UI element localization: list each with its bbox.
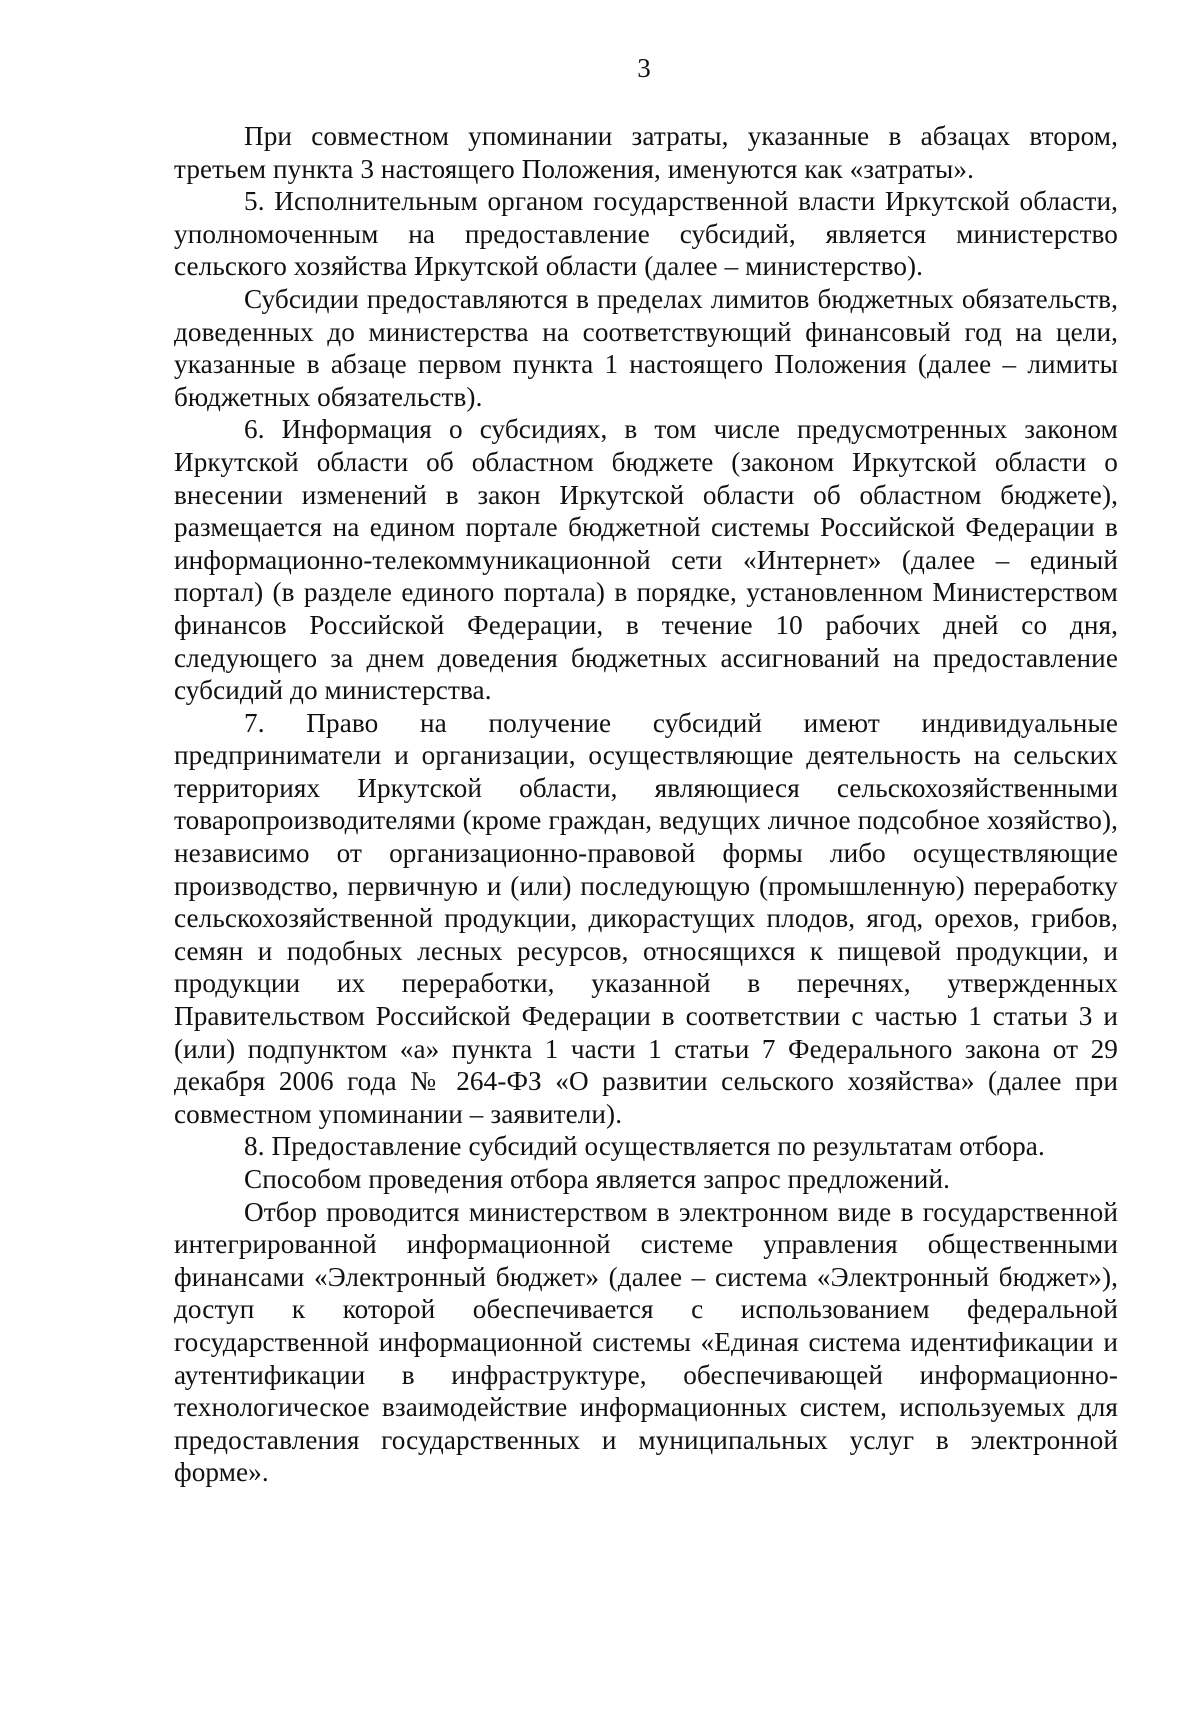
paragraph-item-8: 8. Предоставление субсидий осуществляется по результатам отбора.: [244, 1131, 1045, 1162]
paragraph-electronic-budget: Отбор проводится министерством в электронном виде в государственной интегрированной информационной системе управления общественными финансами «Электронный бюджет» (далее – система «Электронный бюджет»), доступ к которой обеспечивается с использованием федеральной государственной информационной системы «Единая система идентификации и аутентификации в инфраструктуре, обеспечивающей информационно-технологическое взаимодействие информационных систем, используемых для предоставления государственных и муниципальных услуг в электронной форме».: [174, 1196, 1118, 1488]
paragraph-item-5: 5. Исполнительным органом государственной власти Иркутской области, уполномоченным на предоставление субсидий, является министерство сельского хозяйства Иркутской области (далее – министерство).: [174, 186, 1118, 282]
paragraph-costs-definition: При совместном упоминании затраты, указанные в абзацах втором, третьем пункта 3 настоящего Положения, именуются как «затраты».: [174, 121, 1118, 184]
document-body: [174, 120, 1118, 1489]
paragraph-selection-method: Способом проведения отбора является запрос предложений.: [244, 1164, 950, 1194]
paragraph-subsidy-limits: Субсидии предоставляются в пределах лимитов бюджетных обязательств, доведенных до министерства на соответствующий финансовый год на цели, указанные в абзаце первом пункта 1 настоящего Положения (далее – лимиты бюджетных обязательств).: [174, 283, 1118, 412]
page-number: 3: [637, 53, 651, 83]
paragraph-item-7: 7. Право на получение субсидий имеют индивидуальные предприниматели и организации, осуществляющие деятельность на сельских территориях Иркутской области, являющиеся сельскохозяйственными товаропроизводителями (кроме граждан, ведущих личное подсобное хозяйство), независимо от организационно-правовой формы либо осуществляющие производство, первичную и (или) последующую (промышленную) переработку сельскохозяйственной продукции, дикорастущих плодов, ягод, орехов, грибов, семян и подобных лесных ресурсов, относящихся к пищевой продукции, и продукции их переработки, указанной в перечнях, утвержденных Правительством Российской Федерации в соответствии с частью 1 статьи 3 и (или) подпунктом «а» пункта 1 части 1 статьи 7 Федерального закона от 29 декабря 2006 года № 264-ФЗ «О развитии сельского хозяйства» (далее при совместном упоминании – заявители).: [174, 707, 1118, 1129]
paragraph-item-6: 6. Информация о субсидиях, в том числе предусмотренных законом Иркутской области об областном бюджете (законом Иркутской области о внесении изменений в закон Иркутской области об областном бюджете), размещается на едином портале бюджетной системы Российской Федерации в информационно-телекоммуникационной сети «Интернет» (далее – единый портал) (в разделе единого портала) в порядке, установленном Министерством финансов Российской Федерации, в течение 10 рабочих дней со дня, следующего за днем доведения бюджетных ассигнований на предоставление субсидий до министерства.: [174, 414, 1118, 706]
